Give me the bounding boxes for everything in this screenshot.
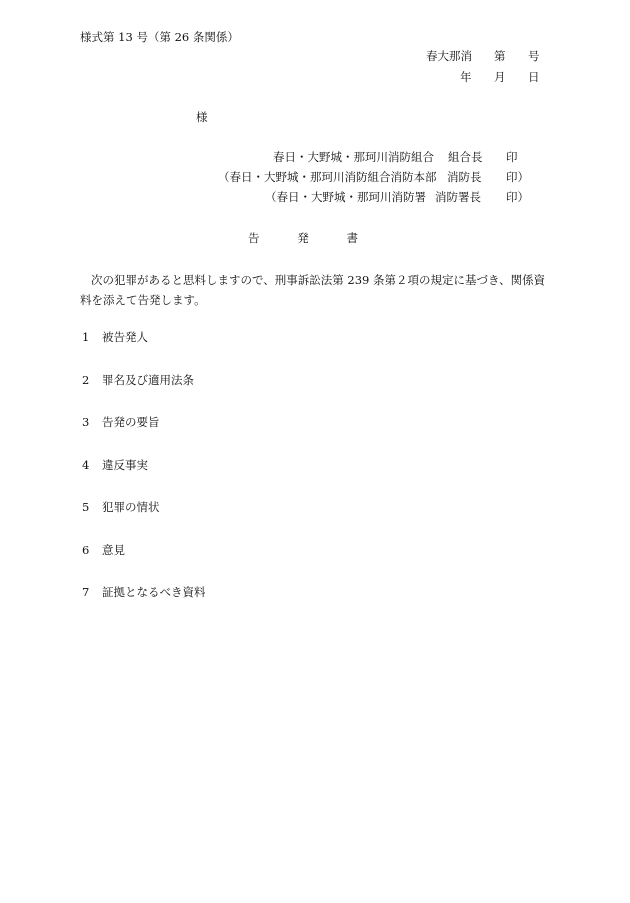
date-day: 日 (528, 70, 540, 84)
recipient-honorific: 様 (196, 110, 208, 124)
item-label: 犯罪の情状 (102, 500, 160, 514)
list-item (82, 458, 206, 501)
item-list (82, 330, 206, 628)
list-item (82, 330, 206, 373)
sender-title-3: 消防署長 (435, 190, 481, 204)
list-item (82, 415, 206, 458)
list-item (82, 500, 206, 543)
item-number: 4 (82, 457, 90, 472)
item-number: 3 (82, 415, 90, 429)
list-item (82, 373, 206, 416)
document-title (248, 230, 358, 246)
sender-seal-1: 印 (506, 150, 518, 164)
sender-seal-2: 印） (506, 170, 529, 184)
item-label: 被告発人 (102, 330, 148, 344)
reference-dai: 第 (494, 49, 506, 63)
sender-org-1: 春日・大野城・那珂川消防組合 (273, 150, 434, 164)
reference-org-code: 春大那消 (426, 49, 472, 63)
list-item (82, 543, 206, 586)
date-month: 月 (494, 70, 506, 84)
form-number: 様式第 13 号（第 26 条関係） (80, 30, 239, 44)
sender-org-3: （春日・大野城・那珂川消防署 (265, 190, 426, 204)
item-label: 違反事実 (102, 457, 148, 472)
list-item (82, 585, 206, 628)
title-char: 発 (297, 231, 309, 245)
item-label: 意見 (102, 542, 125, 557)
item-number: 1 (82, 330, 90, 344)
sender-seal-3: 印） (506, 190, 529, 204)
body-paragraph: 次の犯罪があると思料しますので、刑事訴訟法第 239 条第２項の規定に基づき、関係資料を添えて告発します。 (80, 273, 546, 307)
sender-org-2: （春日・大野城・那珂川消防組合消防本部 (218, 170, 437, 184)
item-number: 7 (82, 585, 90, 599)
reference-go: 号 (528, 49, 540, 63)
item-label: 罪名及び適用法条 (102, 372, 194, 387)
date-year: 年 (460, 70, 472, 84)
title-char: 告 (248, 231, 260, 245)
item-label: 証拠となるべき資料 (102, 585, 206, 599)
item-number: 5 (82, 500, 90, 514)
item-number: 6 (82, 542, 90, 557)
sender-title-2: 消防長 (447, 170, 482, 184)
item-number: 2 (82, 372, 90, 387)
sender-title-1: 組合長 (448, 150, 483, 164)
title-char: 書 (346, 231, 358, 245)
item-label: 告発の要旨 (102, 415, 160, 429)
